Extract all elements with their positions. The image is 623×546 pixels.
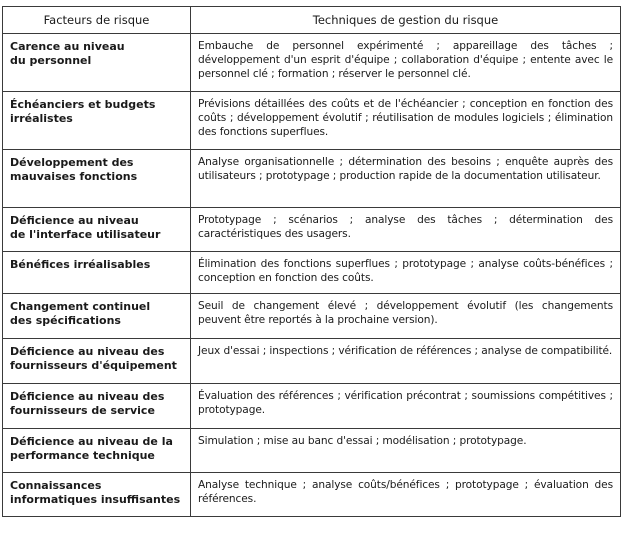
risk-technique-text: Jeux d'essai ; inspections ; vérification de références ; analyse de compatibilité. (198, 345, 613, 357)
table-row (3, 473, 621, 517)
risk-technique-cell (191, 252, 621, 294)
risk-technique-text: Seuil de changement élevé ; développement évolutif (les changements peuvent être reportés à la prochaine version). (198, 300, 613, 326)
risk-technique-cell (191, 339, 621, 384)
risk-technique-cell (191, 208, 621, 252)
risk-factor-text: Déficience au niveau des fournisseurs d'équipement (10, 345, 177, 372)
table-row (3, 252, 621, 294)
risk-technique-cell (191, 34, 621, 92)
table-row (3, 339, 621, 384)
table-row (3, 294, 621, 339)
risk-factor-text: Bénéfices irréalisables (10, 258, 151, 271)
table-row (3, 384, 621, 429)
risk-factor-text: Déficience au niveau de la performance technique (10, 435, 173, 462)
risk-factor-cell (3, 339, 191, 384)
risk-technique-text: Analyse organisationnelle ; détermination des besoins ; enquête auprès des utilisateurs ; prototypage ; production rapide de la documentation utilisateur. (198, 156, 613, 182)
risk-technique-text: Prévisions détaillées des coûts et de l'échéancier ; conception en fonction des coûts ; développement évolutif ; réutilisation de modules logiciels ; élimination des fonctions superflues. (198, 98, 613, 138)
risk-factor-cell (3, 429, 191, 473)
risk-technique-cell (191, 294, 621, 339)
risk-factor-cell (3, 92, 191, 150)
table-row (3, 34, 621, 92)
risk-technique-text: Élimination des fonctions superflues ; prototypage ; analyse coûts-bénéfices ; conception en fonction des coûts. (198, 258, 613, 284)
risk-factor-cell (3, 384, 191, 429)
risk-technique-cell (191, 150, 621, 208)
risk-factor-cell (3, 34, 191, 92)
risk-factor-text: Échéanciers et budgets irréalistes (10, 98, 156, 125)
risk-technique-text: Embauche de personnel expérimenté ; appareillage des tâches ; développement d'un esprit d'équipe ; collaboration d'équipe ; entente avec le personnel clé ; formation ; réserver le personnel clé. (198, 40, 613, 80)
risk-technique-text: Prototypage ; scénarios ; analyse des tâches ; détermination des caractéristiques des usagers. (198, 214, 613, 240)
risk-factor-cell (3, 473, 191, 517)
risk-factor-text: Déficience au niveau de l'interface utilisateur (10, 214, 161, 241)
table-row (3, 150, 621, 208)
table-row (3, 92, 621, 150)
risk-factor-text: Développement des mauvaises fonctions (10, 156, 138, 183)
risk-factor-cell (3, 150, 191, 208)
table-row (3, 429, 621, 473)
risk-factor-text: Connaissances informatiques insuffisantes (10, 479, 181, 506)
risk-factor-text: Carence au niveau du personnel (10, 40, 125, 67)
risk-technique-text: Analyse technique ; analyse coûts/bénéfices ; prototypage ; évaluation des références. (198, 479, 613, 505)
risk-technique-cell (191, 429, 621, 473)
table-header-row (3, 7, 621, 34)
header-risk-factors: Facteurs de risque (3, 7, 191, 34)
risk-factor-cell (3, 208, 191, 252)
risk-technique-cell (191, 384, 621, 429)
risk-management-table (2, 6, 621, 517)
risk-technique-cell (191, 473, 621, 517)
risk-factor-cell (3, 252, 191, 294)
risk-factor-text: Changement continuel des spécifications (10, 300, 151, 327)
risk-technique-text: Évaluation des références ; vérification précontrat ; soumissions compétitives ; prototypage. (198, 390, 613, 416)
risk-factor-text: Déficience au niveau des fournisseurs de service (10, 390, 165, 417)
header-risk-techniques: Techniques de gestion du risque (191, 7, 621, 34)
risk-technique-cell (191, 92, 621, 150)
risk-factor-cell (3, 294, 191, 339)
table-row (3, 208, 621, 252)
risk-technique-text: Simulation ; mise au banc d'essai ; modélisation ; prototypage. (198, 435, 527, 447)
